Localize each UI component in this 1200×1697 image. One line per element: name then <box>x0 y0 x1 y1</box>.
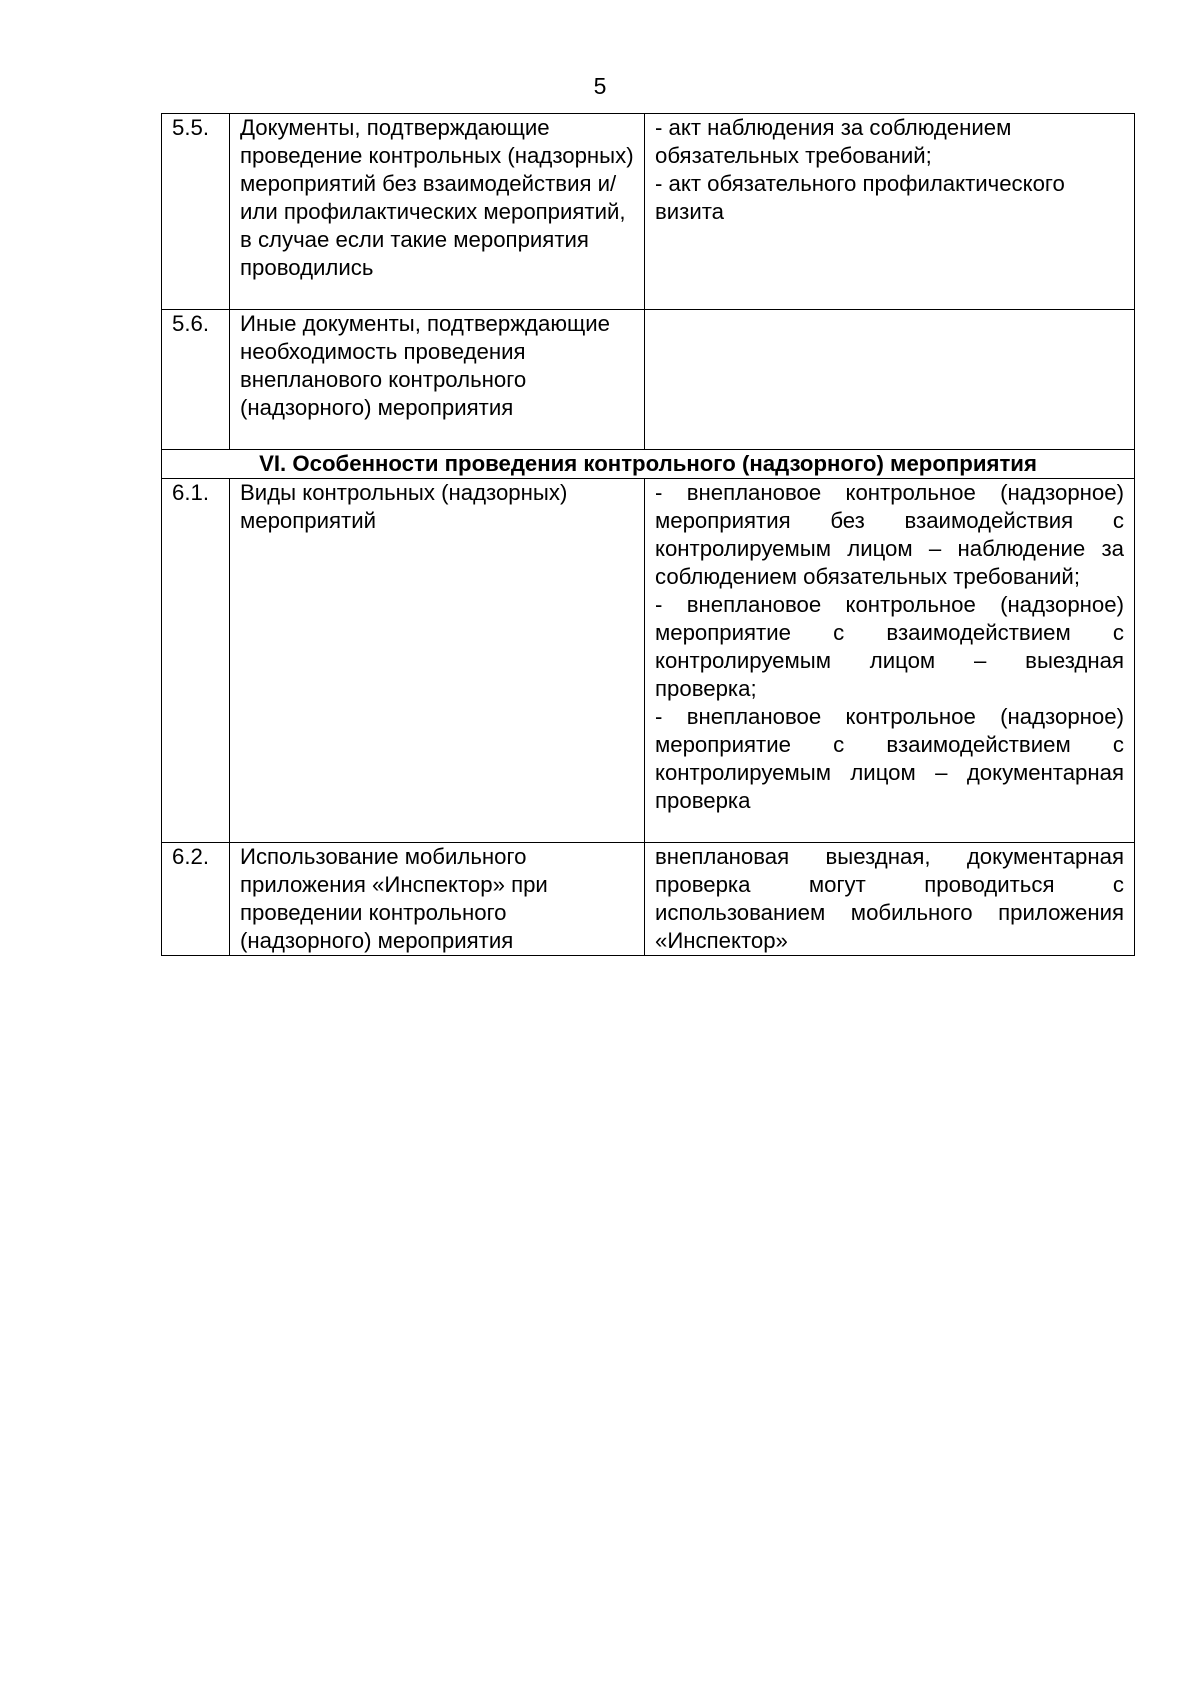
table-row-5-6 <box>162 310 1135 450</box>
row-number: 6.2. <box>162 843 230 956</box>
section-header-row <box>162 450 1135 479</box>
row-value <box>645 310 1135 450</box>
row-number: 6.1. <box>162 479 230 843</box>
row-value: внеплановая выездная, документарная проверка могут проводиться с использованием мобильного приложения «Инспектор» <box>645 843 1135 956</box>
row-value <box>645 479 1135 843</box>
row-name: Документы, подтверждающие проведение контрольных (надзорных) мероприятий без взаимодействия и/или профилактических мероприятий, в случае если такие мероприятия проводились <box>230 114 645 310</box>
row-value <box>645 114 1135 310</box>
row-number: 5.5. <box>162 114 230 310</box>
value-item: - акт наблюдения за соблюдением обязательных требований; <box>655 115 1012 168</box>
value-item: - внеплановое контрольное (надзорное) мероприятия без взаимодействия с контролируемым лицом – наблюдение за соблюдением обязательных требований; <box>655 480 1124 589</box>
table-row-6-2 <box>162 843 1135 956</box>
row-number: 5.6. <box>162 310 230 450</box>
value-item: - внеплановое контрольное (надзорное) мероприятие с взаимодействием с контролируемым лицом – документарная проверка <box>655 704 1124 813</box>
row-name: Иные документы, подтверждающие необходимость проведения внепланового контрольного (надзорного) мероприятия <box>230 310 645 450</box>
section-title: VI. Особенности проведения контрольного (надзорного) мероприятия <box>162 450 1135 479</box>
table-row-5-5 <box>162 114 1135 310</box>
row-name: Использование мобильного приложения «Инспектор» при проведении контрольного (надзорного) мероприятия <box>230 843 645 956</box>
page-number: 5 <box>593 73 607 99</box>
value-item: - внеплановое контрольное (надзорное) мероприятие с взаимодействием с контролируемым лицом – выездная проверка; <box>655 592 1124 701</box>
table-row-6-1 <box>162 479 1135 843</box>
document-table <box>161 113 1135 956</box>
row-name: Виды контрольных (надзорных) мероприятий <box>230 479 645 843</box>
value-item: - акт обязательного профилактического визита <box>655 171 1065 224</box>
